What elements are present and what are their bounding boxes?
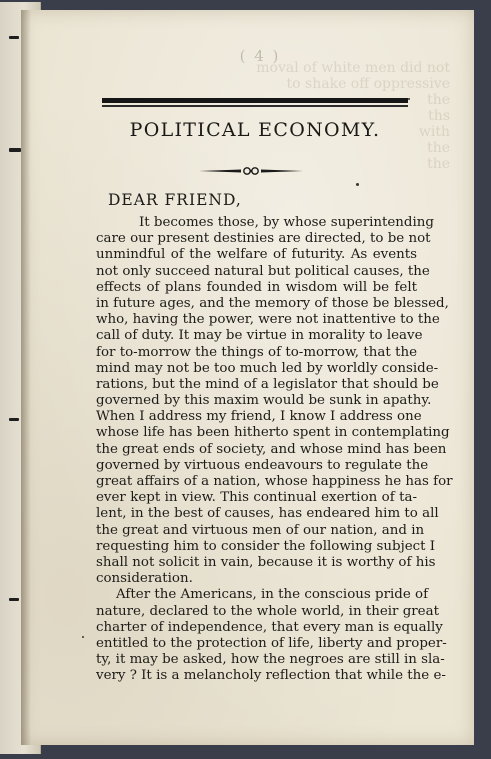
paper-speck: [408, 98, 410, 100]
bleed-through-line: ths: [428, 108, 450, 124]
text-line: shall not solicit in vain, because it is worthy of his: [96, 554, 436, 570]
gutter-shadow: [21, 10, 31, 745]
text-line: who, having the power, were not inattentive to the: [96, 312, 440, 328]
page-number-ghost: ( 4 ): [239, 47, 281, 65]
binding-thread-mark: [9, 598, 19, 601]
binding-thread-mark: [9, 36, 19, 39]
letter-body: [96, 215, 453, 684]
text-line: not only succeed natural but political causes, the: [96, 263, 430, 279]
text-line: call of duty. It may be virtue in morality to leave: [96, 328, 423, 344]
bleed-through-line: the: [427, 156, 450, 172]
text-line: When I address my friend, I know I address one: [96, 409, 422, 425]
text-line: care our present destinies are directed, to be not: [96, 231, 431, 247]
page-title: POLITICAL ECONOMY.: [129, 119, 381, 141]
text-line: for to-morrow the things of to-morrow, that the: [96, 344, 417, 360]
text-line: the great ends of society, and whose mind has been: [96, 441, 447, 457]
text-line: unmindful of the welfare of futurity. As events: [96, 247, 417, 263]
text-line: entitled to the protection of life, liberty and proper-: [96, 635, 447, 651]
ornament-divider: [197, 165, 305, 177]
text-line: ty, it may be asked, how the negroes are still in sla-: [96, 652, 445, 668]
text-line: great affairs of a nation, whose happiness he has for: [96, 474, 453, 489]
text-line: After the Americans, in the conscious pride of: [116, 587, 429, 603]
bleed-through-line: with: [418, 124, 450, 140]
text-line: mind may not be too much led by worldly conside-: [96, 360, 439, 376]
bleed-through-line: the: [427, 92, 450, 108]
paper-speck: [356, 183, 359, 186]
text-line: the great and virtuous men of our nation, and in: [96, 522, 425, 538]
text-line: very ? It is a melancholy reflection that while the e-: [96, 668, 446, 684]
text-line: It becomes those, by whose superintending: [139, 215, 434, 230]
text-line: charter of independence, that every man is equally: [96, 619, 443, 635]
salutation: DEAR FRIEND,: [108, 191, 242, 209]
text-line: governed by this maxim would be sunk in apathy.: [96, 393, 432, 409]
text-line: rations, but the mind of a legislator that should be: [96, 376, 439, 392]
text-line: requesting him to consider the following subject I: [96, 538, 436, 554]
paper-speck: [82, 636, 84, 638]
text-line: effects of plans founded in wisdom will be felt: [96, 279, 417, 295]
text-line: ever kept in view. This continual exertion of ta-: [96, 490, 417, 506]
binding-thread-mark: [9, 148, 21, 152]
text-line: nature, declared to the whole world, in their great: [96, 603, 439, 619]
bleed-through-line: the: [427, 140, 450, 156]
text-line: lent, in the best of causes, has endeared him to all: [96, 506, 439, 522]
bleed-through-line: moval of white men did not to shake off oppressive: [256, 60, 450, 92]
text-line: consideration.: [96, 571, 193, 587]
text-line: whose life has been hitherto spent in contemplating: [96, 425, 450, 441]
header-rule-thick: [102, 98, 408, 103]
binding-thread-mark: [9, 418, 19, 421]
header-rule-thin: [102, 105, 408, 107]
text-line: in future ages, and the memory of those be blessed,: [96, 295, 449, 311]
text-line: governed by virtuous endeavours to regulate the: [96, 457, 429, 473]
